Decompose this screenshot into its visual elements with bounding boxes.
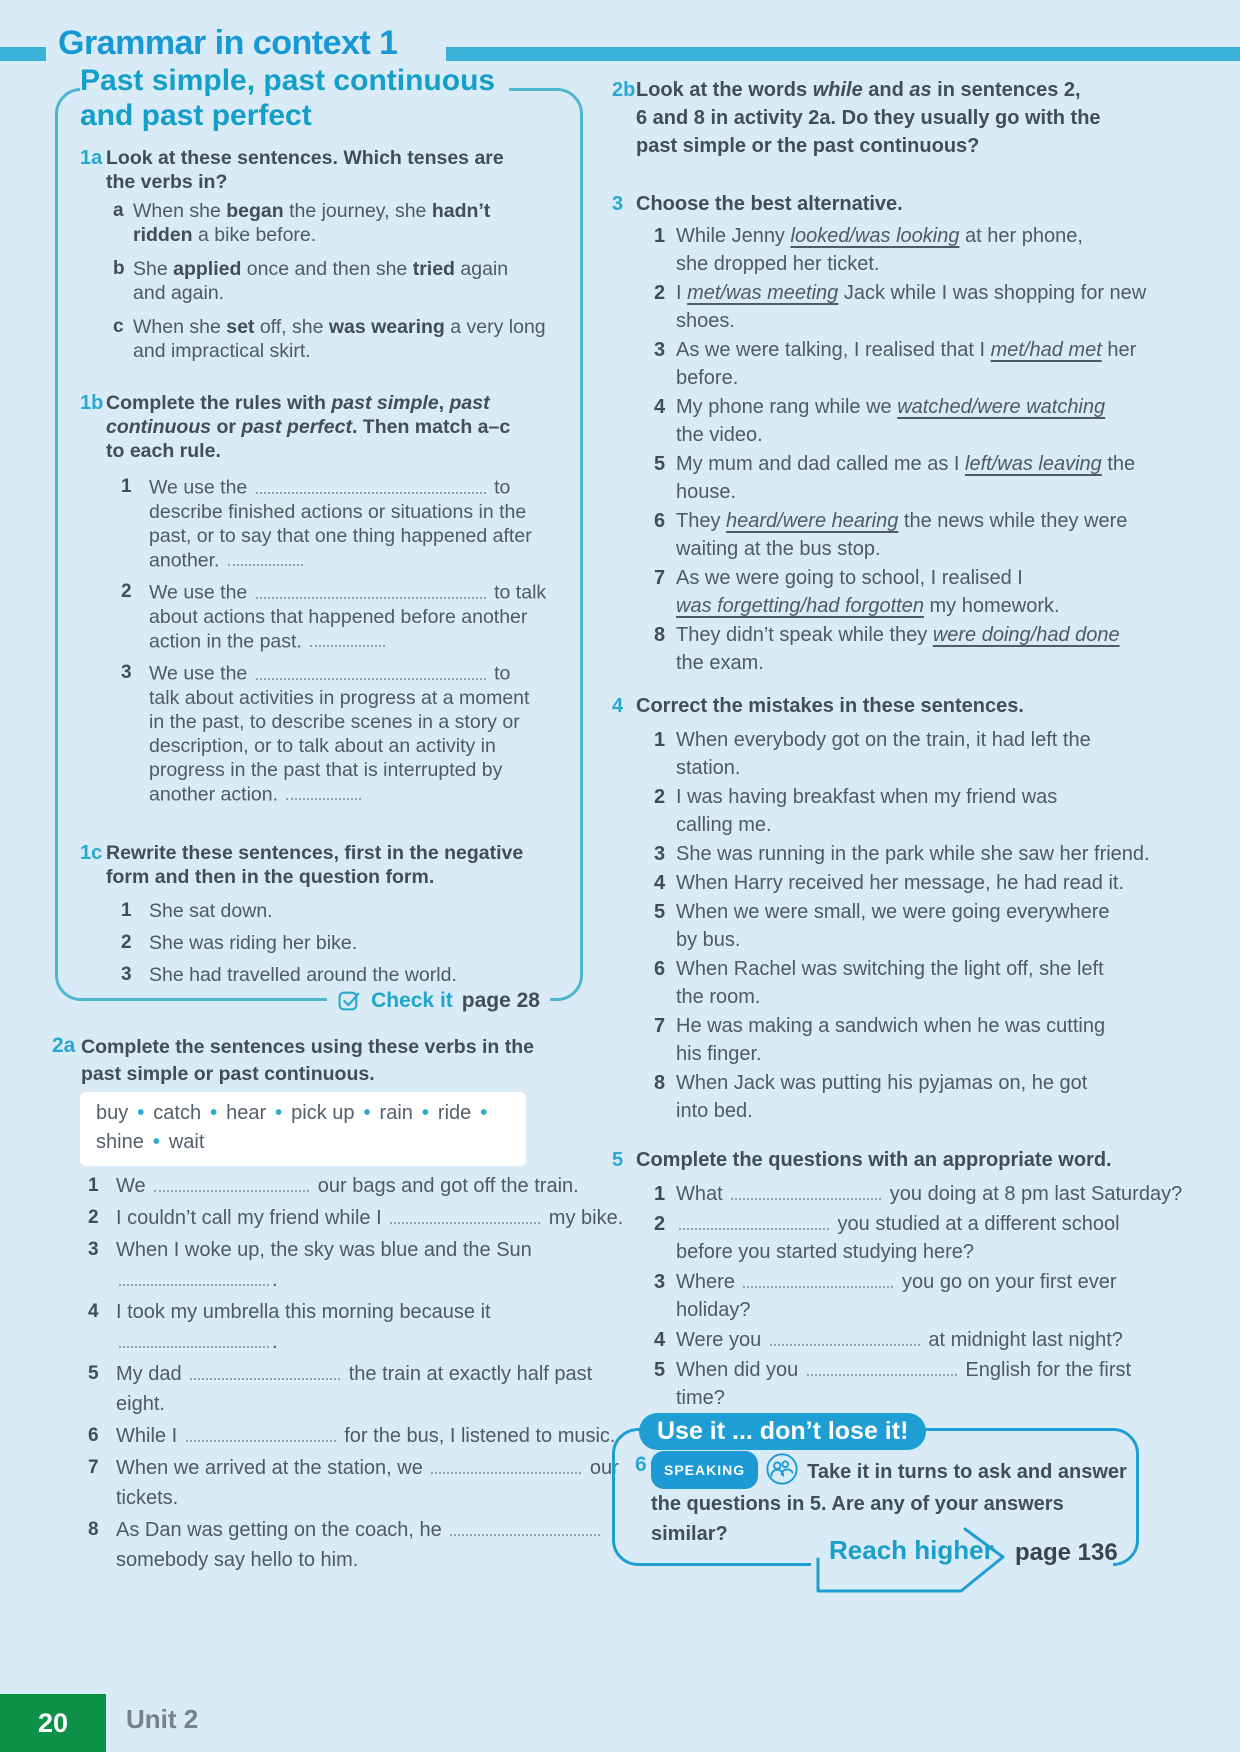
activity-label: 4 bbox=[612, 695, 624, 717]
item-text: I couldn’t call my friend while I my bike. bbox=[116, 1207, 624, 1229]
fill-in-blank[interactable] bbox=[450, 1517, 600, 1536]
item-text: My mum and dad called me as I left/was leaving the house. bbox=[676, 453, 1136, 503]
item-number: 2 bbox=[654, 1213, 666, 1235]
item-text: When Jack was putting his pyjamas on, he got into bed. bbox=[676, 1072, 1088, 1122]
activity-instruction: Complete the sentences using these verbs in the past simple or past continuous. bbox=[81, 1036, 534, 1085]
item-text: We use the to talk about activities in progress at a moment in the past, to describe scenes in a story or description, or to talk about an activity in progress in the past that is interrupted by another action. bbox=[149, 662, 530, 806]
list-item bbox=[121, 661, 546, 806]
item-number: 2 bbox=[654, 282, 666, 304]
speaking-badge: SPEAKING bbox=[651, 1451, 758, 1489]
reach-higher-page: page 136 bbox=[1015, 1539, 1118, 1566]
item-number: 7 bbox=[654, 567, 666, 589]
activity-2a-heading bbox=[52, 1034, 534, 1088]
fill-in-blank[interactable] bbox=[679, 1211, 829, 1230]
fill-in-blank[interactable] bbox=[431, 1455, 581, 1474]
activity-instruction: Complete the questions with an appropriate word. bbox=[636, 1149, 1112, 1171]
list-item bbox=[88, 1203, 623, 1233]
list-item bbox=[654, 1326, 1182, 1354]
item-number: 8 bbox=[88, 1519, 99, 1540]
item-number: 3 bbox=[654, 843, 666, 865]
activity-2b-heading bbox=[612, 76, 1101, 160]
activity-5-items bbox=[654, 1180, 1182, 1412]
list-item bbox=[121, 475, 546, 572]
item-text: She had travelled around the world. bbox=[149, 964, 457, 986]
activity-instruction: Rewrite these sentences, first in the negative form and then in the question form. bbox=[106, 842, 524, 888]
fill-in-blank[interactable] bbox=[119, 1329, 269, 1348]
list-item bbox=[654, 279, 1146, 335]
item-number: 4 bbox=[88, 1301, 99, 1322]
fill-in-blank[interactable] bbox=[186, 1423, 336, 1442]
item-text: While I for the bus, I listened to music. bbox=[116, 1425, 616, 1447]
item-text: When Harry received her message, he had read it. bbox=[676, 872, 1124, 894]
item-text: I took my umbrella this morning because it . bbox=[116, 1301, 491, 1353]
list-item bbox=[654, 783, 1150, 839]
item-number: 3 bbox=[88, 1239, 99, 1260]
item-text: He was making a sandwich when he was cutting his finger. bbox=[676, 1015, 1106, 1065]
list-item bbox=[88, 1235, 623, 1295]
item-text: She was running in the park while she saw her friend. bbox=[676, 843, 1150, 865]
item-text: When Rachel was switching the light off, she left the room. bbox=[676, 958, 1104, 1008]
item-number: 3 bbox=[654, 339, 666, 361]
activity-6-text: Take it in turns to ask and answer the questions in 5. Are any of your answers similar? bbox=[651, 1461, 1127, 1545]
list-item bbox=[121, 931, 457, 955]
activity-4-heading bbox=[612, 692, 1150, 720]
activity-4-items bbox=[654, 726, 1150, 1125]
list-item bbox=[113, 199, 546, 247]
item-number: 4 bbox=[654, 1329, 666, 1351]
activity-1c-items bbox=[121, 899, 457, 995]
item-number: 3 bbox=[654, 1271, 666, 1293]
list-item bbox=[88, 1515, 623, 1575]
item-number: 4 bbox=[654, 396, 666, 418]
item-number: 2 bbox=[121, 581, 132, 603]
item-number: 7 bbox=[88, 1457, 99, 1478]
item-text: I met/was meeting Jack while I was shopping for new shoes. bbox=[676, 282, 1147, 332]
activity-1a-items bbox=[113, 199, 546, 373]
activity-1a-heading bbox=[80, 146, 504, 194]
item-text: She was riding her bike. bbox=[149, 932, 358, 954]
fill-in-blank[interactable] bbox=[190, 1361, 340, 1380]
activity-instruction: Look at the words while and as in sentences 2, 6 and 8 in activity 2a. Do they usually go with the past simple or the past continuous? bbox=[636, 79, 1101, 157]
activity-1b-heading bbox=[80, 391, 510, 463]
list-item bbox=[113, 315, 546, 363]
use-it-box bbox=[612, 1417, 1139, 1566]
activity-4 bbox=[612, 692, 1150, 1126]
item-text: When we arrived at the station, we our tickets. bbox=[116, 1457, 619, 1509]
list-item bbox=[654, 1210, 1182, 1266]
item-number: 2 bbox=[121, 932, 132, 953]
item-text: When she began the journey, she hadn’t ridden a bike before. bbox=[133, 200, 491, 246]
list-item bbox=[654, 222, 1146, 278]
fill-in-blank[interactable] bbox=[228, 548, 303, 567]
item-number: 1 bbox=[88, 1175, 99, 1196]
list-item bbox=[88, 1453, 623, 1513]
list-item bbox=[654, 1180, 1182, 1208]
activity-label: 1a bbox=[80, 147, 103, 169]
list-item bbox=[88, 1171, 623, 1201]
list-item bbox=[654, 898, 1150, 954]
item-text: My phone rang while we watched/were watching the video. bbox=[676, 396, 1106, 446]
item-number: 4 bbox=[654, 872, 666, 894]
list-item bbox=[654, 393, 1146, 449]
list-item bbox=[654, 564, 1146, 620]
list-item bbox=[654, 621, 1146, 677]
item-number: 3 bbox=[121, 662, 132, 684]
list-item bbox=[88, 1297, 623, 1357]
grammar-box bbox=[55, 64, 583, 1012]
item-number: 6 bbox=[88, 1425, 99, 1446]
item-text: She applied once and then she tried again and again. bbox=[133, 258, 509, 304]
activity-instruction: Look at these sentences. Which tenses are the verbs in? bbox=[106, 147, 504, 193]
list-item bbox=[654, 507, 1146, 563]
item-text: My dad the train at exactly half past eight. bbox=[116, 1363, 593, 1415]
list-item bbox=[654, 955, 1150, 1011]
header-left-dash bbox=[0, 47, 46, 61]
item-text: When we were small, we were going everywhere by bus. bbox=[676, 901, 1110, 951]
item-text: We our bags and got off the train. bbox=[116, 1175, 579, 1197]
item-text: They heard/were hearing the news while they were waiting at the bus stop. bbox=[676, 510, 1128, 560]
fill-in-blank[interactable] bbox=[256, 580, 486, 599]
list-item bbox=[88, 1359, 623, 1419]
activity-1c-heading bbox=[80, 841, 523, 889]
item-text: As we were going to school, I realised I was forgetting/had forgotten my homework. bbox=[676, 567, 1060, 617]
fill-in-blank[interactable] bbox=[743, 1269, 893, 1288]
item-number: 8 bbox=[654, 624, 666, 646]
item-text: I was having breakfast when my friend was calling me. bbox=[676, 786, 1058, 836]
list-item bbox=[121, 899, 457, 923]
item-number: 6 bbox=[654, 958, 666, 980]
header-right-bar bbox=[446, 47, 1240, 61]
item-number: 5 bbox=[88, 1363, 99, 1384]
checkbox-check-icon bbox=[337, 988, 362, 1013]
list-item bbox=[654, 450, 1146, 506]
item-number: 5 bbox=[654, 1359, 666, 1381]
check-it-reference bbox=[327, 988, 550, 1013]
item-text: you studied at a different school before you started studying here? bbox=[676, 1213, 1120, 1263]
item-number: 6 bbox=[654, 510, 666, 532]
item-number: 1 bbox=[654, 1183, 666, 1205]
page-number-badge: 20 bbox=[0, 1694, 106, 1752]
fill-in-blank[interactable] bbox=[286, 782, 361, 801]
item-number: 1 bbox=[121, 476, 132, 497]
verb-word-box: buy • catch • hear • pick up • rain • ride • shine • wait bbox=[80, 1092, 526, 1166]
item-number: 1 bbox=[654, 225, 666, 247]
item-text: She sat down. bbox=[149, 900, 273, 922]
activity-2a-items bbox=[88, 1171, 623, 1577]
item-text: We use the to describe finished actions or situations in the past, or to say that one thing happened after another. bbox=[149, 476, 532, 572]
check-it-page: page 28 bbox=[461, 988, 540, 1012]
list-item bbox=[121, 580, 546, 653]
item-number: 7 bbox=[654, 1015, 666, 1037]
fill-in-blank[interactable] bbox=[256, 475, 486, 494]
activity-instruction: Complete the rules with past simple, past continuous or past perfect. Then match a–c to each rule. bbox=[106, 392, 511, 462]
list-item bbox=[654, 336, 1146, 392]
fill-in-blank[interactable] bbox=[119, 1267, 269, 1286]
item-text: As we were talking, I realised that I met/had met her before. bbox=[676, 339, 1137, 389]
item-text: As Dan was getting on the coach, he somebody say hello to him. bbox=[116, 1515, 603, 1575]
item-number: c bbox=[113, 316, 124, 337]
activity-instruction: Choose the best alternative. bbox=[636, 193, 903, 215]
item-number: a bbox=[113, 200, 124, 221]
item-number: 2 bbox=[88, 1207, 99, 1228]
item-text: When I woke up, the sky was blue and the Sun . bbox=[116, 1239, 532, 1291]
fill-in-blank[interactable] bbox=[731, 1181, 881, 1200]
page-title: Grammar in context 1 bbox=[58, 24, 398, 62]
use-it-title: Use it ... don’t lose it! bbox=[639, 1413, 926, 1450]
activity-3-heading bbox=[612, 190, 1146, 218]
grammar-box-heading: Past simple, past continuous and past perfect bbox=[80, 63, 509, 135]
activity-label: 1c bbox=[80, 842, 103, 864]
item-number: 1 bbox=[654, 729, 666, 751]
item-text: When she set off, she was wearing a very long and impractical skirt. bbox=[133, 316, 546, 362]
list-item bbox=[88, 1421, 623, 1451]
item-number: 5 bbox=[654, 901, 666, 923]
activity-3 bbox=[612, 190, 1146, 678]
activity-label: 1b bbox=[80, 392, 104, 414]
list-item bbox=[654, 1356, 1182, 1412]
list-item bbox=[654, 1069, 1150, 1125]
item-text: Where you go on your first ever holiday? bbox=[676, 1271, 1117, 1321]
fill-in-blank[interactable] bbox=[807, 1357, 957, 1376]
item-text: We use the to talk about actions that happened before another action in the past. bbox=[149, 581, 547, 653]
item-number: 1 bbox=[121, 900, 132, 921]
item-text: While Jenny looked/was looking at her phone, she dropped her ticket. bbox=[676, 225, 1083, 275]
activity-1b-rules bbox=[121, 475, 546, 814]
list-item bbox=[654, 726, 1150, 782]
item-number: b bbox=[113, 258, 125, 279]
item-number: 2 bbox=[654, 786, 666, 808]
activity-label: 2b bbox=[612, 79, 636, 101]
speaking-people-icon bbox=[765, 1452, 799, 1486]
item-text: They didn’t speak while they were doing/had done the exam. bbox=[676, 624, 1120, 674]
unit-label: Unit 2 bbox=[126, 1704, 199, 1734]
activity-5-heading bbox=[612, 1146, 1182, 1174]
activity-5 bbox=[612, 1146, 1182, 1414]
item-number: 8 bbox=[654, 1072, 666, 1094]
list-item bbox=[654, 840, 1150, 868]
item-text: When did you English for the first time? bbox=[676, 1359, 1132, 1409]
activity-label: 3 bbox=[612, 193, 624, 215]
item-number: 5 bbox=[654, 453, 666, 475]
list-item bbox=[654, 1012, 1150, 1068]
list-item bbox=[654, 869, 1150, 897]
check-it-label: Check it bbox=[371, 988, 453, 1012]
activity-6-number: 6 bbox=[635, 1453, 647, 1476]
fill-in-blank[interactable] bbox=[770, 1327, 920, 1346]
item-number: 3 bbox=[121, 964, 132, 985]
item-text: Were you at midnight last night? bbox=[676, 1329, 1123, 1351]
item-text: What you doing at 8 pm last Saturday? bbox=[676, 1183, 1183, 1205]
fill-in-blank[interactable] bbox=[390, 1205, 540, 1224]
reach-higher-label: Reach higher bbox=[829, 1535, 994, 1565]
activity-instruction: Correct the mistakes in these sentences. bbox=[636, 695, 1024, 717]
item-text: When everybody got on the train, it had left the station. bbox=[676, 729, 1091, 779]
activity-3-items bbox=[654, 222, 1146, 677]
activity-label: 5 bbox=[612, 1149, 624, 1171]
list-item bbox=[121, 963, 457, 987]
activity-label: 2a bbox=[52, 1034, 76, 1057]
fill-in-blank[interactable] bbox=[154, 1173, 309, 1192]
fill-in-blank[interactable] bbox=[256, 661, 486, 680]
list-item bbox=[654, 1268, 1182, 1324]
list-item bbox=[113, 257, 546, 305]
fill-in-blank[interactable] bbox=[310, 629, 385, 648]
